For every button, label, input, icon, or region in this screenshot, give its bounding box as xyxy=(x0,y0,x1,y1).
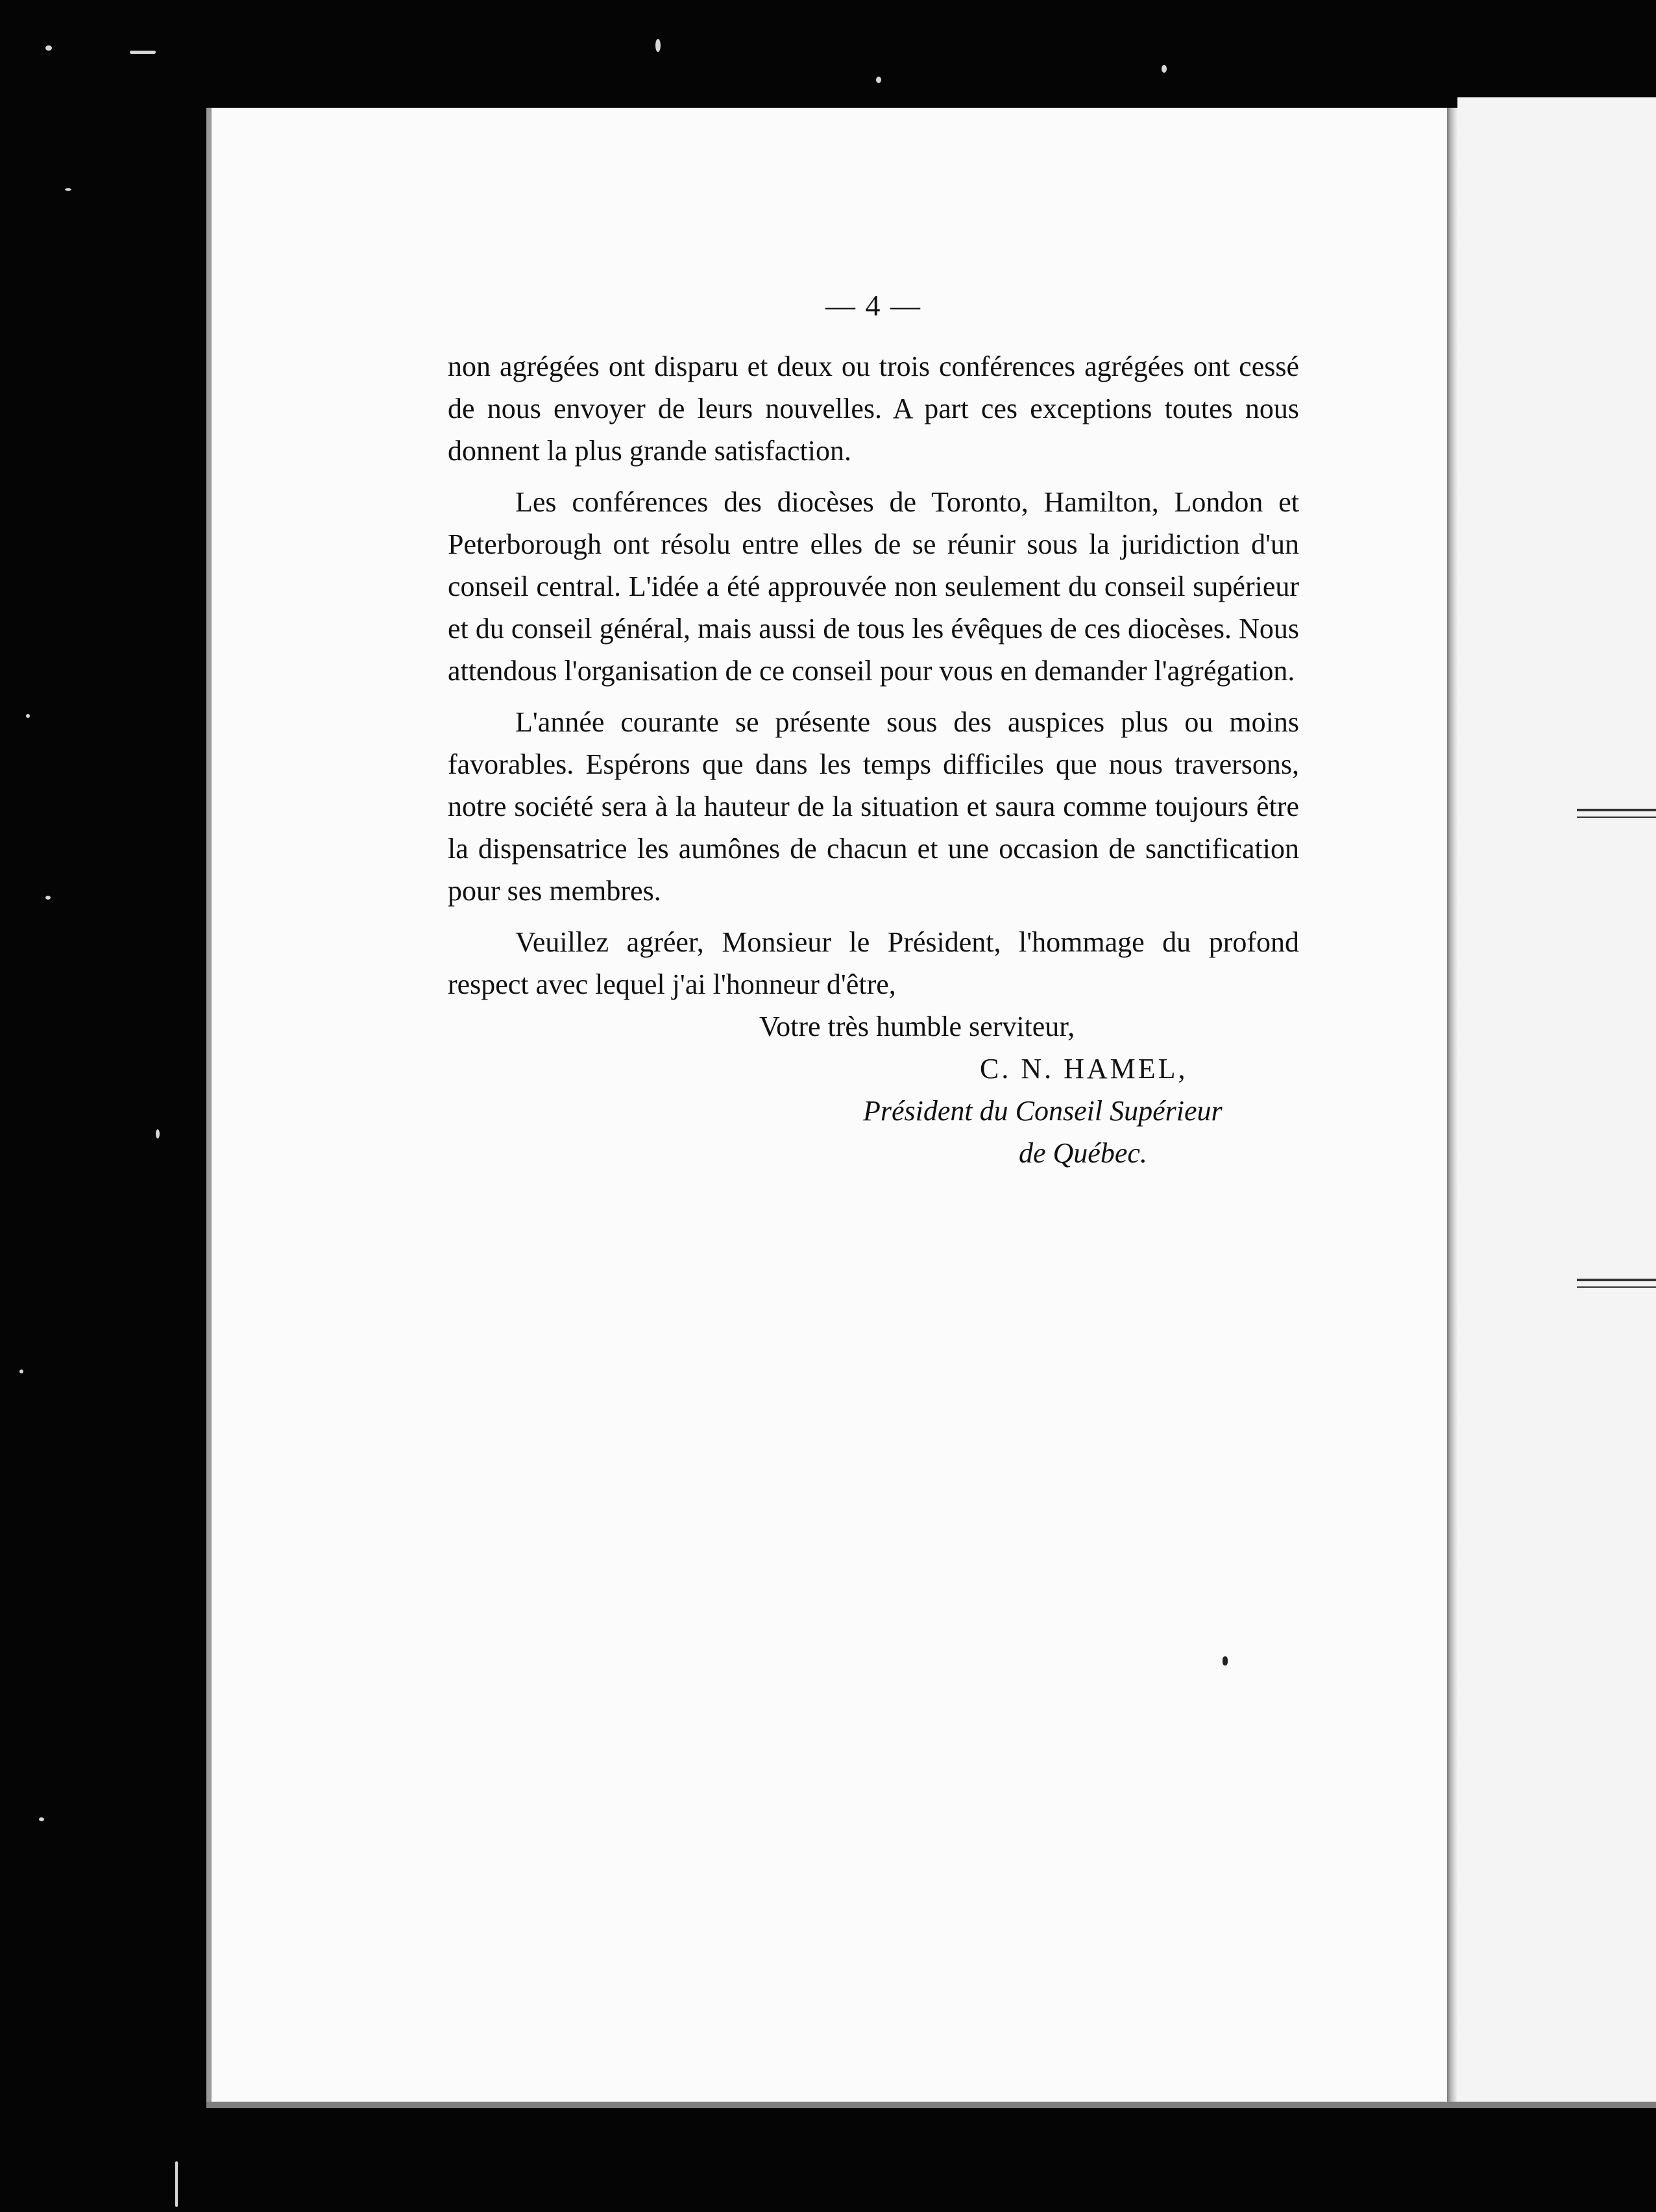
facing-page xyxy=(1457,97,1656,2107)
page-gutter xyxy=(1447,108,1457,2107)
scan-speck xyxy=(876,77,881,83)
scan-speck xyxy=(45,45,52,51)
scan-speck xyxy=(26,714,30,718)
scan-speck xyxy=(130,51,156,54)
scan-speck xyxy=(655,39,661,52)
facing-page-rule xyxy=(1577,1286,1656,1288)
scan-speck xyxy=(39,1817,44,1821)
closing-line: Votre très humble serviteur, xyxy=(759,1011,1075,1042)
paragraph-4: Veuillez agréer, Monsieur le Président, l'hommage du profond respect avec lequel j'ai l'honneur d'être, xyxy=(448,926,1299,1000)
signature-title: Président du Conseil Supérieur xyxy=(863,1095,1223,1127)
paragraph-2: Les conférences des diocèses de Toronto, Hamilton, London et Peterborough ont résolu entre elles de se réunir sous la juridiction d'un conseil central. L'idée a été approuvée non seulement du conseil supérieur et du conseil général, mais aussi de tous les évêques de ces diocèses. Nous attendous l'organisation de ce conseil pour vous en demander l'agrégation. xyxy=(448,486,1299,687)
signature-city: de Québec. xyxy=(1019,1137,1147,1169)
page-bottom-edge xyxy=(206,2102,1656,2108)
scan-speck xyxy=(65,188,71,191)
ink-mark xyxy=(1223,1656,1228,1665)
paragraph-1: non agrégées ont disparu et deux ou trois conférences agrégées ont cessé de nous envoyer de leurs nouvelles. A part ces exceptions toutes nous donnent la plus grande satisfaction. xyxy=(448,350,1299,467)
signature-name: C. N. HAMEL, xyxy=(980,1053,1188,1085)
facing-page-rule xyxy=(1577,809,1656,811)
paragraph-3: L'année courante se présente sous des auspices plus ou moins favorables. Espérons que dans les temps difficiles que nous traversons, notre société sera à la hauteur de la situation et saura comme toujours être la dispensatrice les aumônes de chacun et une occasion de sanctification pour ses membres. xyxy=(448,706,1299,907)
facing-page-rule xyxy=(1577,817,1656,818)
facing-page-rule xyxy=(1577,1279,1656,1281)
scan-speck xyxy=(175,2161,178,2207)
page-text xyxy=(448,286,1299,1174)
page-left-edge xyxy=(206,108,212,2107)
scan-speck xyxy=(1162,65,1167,73)
page-number: — 4 — xyxy=(825,289,921,322)
scan-speck xyxy=(19,1370,23,1373)
scan-speck xyxy=(45,896,51,900)
scan-speck xyxy=(156,1129,160,1138)
